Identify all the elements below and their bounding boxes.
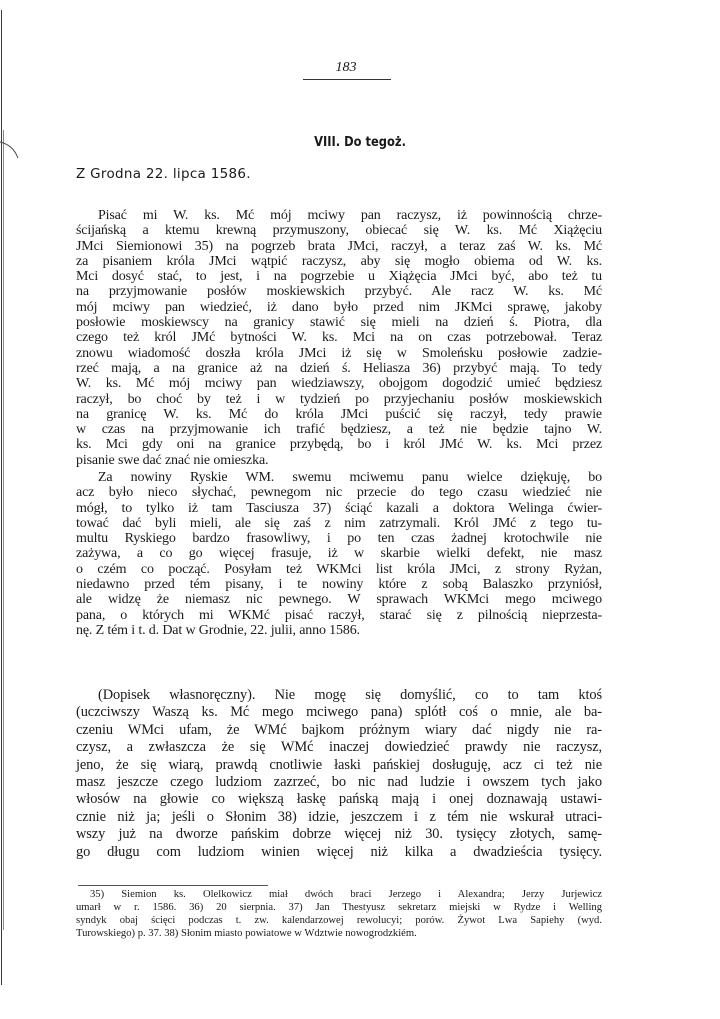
footnote-line: syndyk obaj ścięci podczas t. zw. kalendarzowej rewolucyi; porów. Żywot Lwa Sapiehy (wyd.	[76, 915, 602, 926]
text-line: posłowie moskiewscy na granicy stawić się mieli na dzień ś. Piotra, dla	[76, 315, 602, 331]
text-line: raczył, bo choć by też i w tydzień po przyjechaniu posłów moskiewskich	[76, 391, 602, 407]
footnote-line: umarł w r. 1586. 36) 20 sierpnia. 37) Jan Thestyusz sekretarz miejski w Rydze i Welling	[76, 902, 602, 913]
text-line: na przyjmowanie posłów moskiewskich przybyć. Ale racz W. ks. Mć	[76, 284, 602, 300]
text-line: zażywa, a co go więcej frasuje, iż w skarbie wielki defekt, nie masz	[76, 546, 602, 562]
page-number-rule	[303, 79, 391, 80]
paragraph-1	[76, 208, 602, 468]
page-number: 183	[335, 60, 357, 75]
text-line: niedawno przed tém pisany, i te nowiny które z sobą Balaszko przyniósł,	[76, 577, 602, 593]
paragraph-postscript	[76, 687, 602, 861]
page-edge-line	[3, 130, 4, 930]
text-line: włosów na głowie co większą łaskę pańską mają i onej doznawają ustawi-	[76, 791, 602, 808]
text-line: czeniu WMci ufam, że WMć bajkom próżnym wiary dać nigdy nie ra-	[76, 721, 602, 738]
text-line: cznie niż ja; jeśli o Słonim 38) idzie, jeszczem i z tém nie wskurał utraci-	[76, 808, 602, 825]
text-line: wszy już na dworze pańskim dobrze więcej niż 30. tysięcy złotych, samę-	[76, 826, 602, 843]
text-line: go długu com ludziom winien więcej niż kilka a dwadzieścia tysięcy.	[76, 843, 602, 860]
letter-dateline: Z Grodna 22. lipca 1586.	[76, 166, 251, 182]
text-line: w czas na przyjmowanie ich trafić będziesz, a też nie będzie tajno W.	[76, 422, 602, 438]
text-line: nę. Z tém i t. d. Dat w Grodnie, 22. julii, anno 1586.	[76, 622, 360, 638]
text-line: ks. Mci gdy oni na granice przybędą, bo i król JMć W. ks. Mci przez	[76, 437, 602, 453]
footnote-line: Turowskiego) p. 37. 38) Słonim miasto powiatowe w Wdztwie nowogrodzkiém.	[76, 928, 417, 939]
text-line: czego też król JMć bytności W. ks. Mci na on czas potrzebował. Teraz	[76, 330, 602, 346]
text-line: znowu wiadomość doszła króla JMci iż się w Smoleńsku posłowie zadzie-	[76, 345, 602, 361]
text-line: Mci dosyć stać, to jest, i na pogrzebie u Xiążęcia JMci być, abo też tu	[76, 269, 602, 285]
text-line: mógł, to tylko iż tam Tasciusza 37) ściąć kazali a doktora Welinga ćwier-	[76, 500, 602, 516]
text-line: multu Ryskiego bardzo frasowliwy, i po ten czas żadnej krotochwile nie	[76, 531, 602, 547]
footnote-line: 35) Siemion ks. Olelkowicz miał dwóch braci Jerzego i Alexandra; Jerzy Jurjewicz	[90, 889, 602, 900]
text-line: JMci Siemionowi 35) na pogrzeb brata JMci, raczył, a teraz zaś W. ks. Mć	[76, 238, 602, 254]
text-line: o czém co począć. Posyłam też WKMci list króla JMci, z strony Ryżan,	[76, 561, 602, 577]
text-line: (Dopisek własnoręczny). Nie mogę się domyślić, co to tam ktoś	[98, 687, 602, 703]
text-line: na granicę W. ks. Mć do króla JMci puścić się raczył, tedy prawie	[76, 406, 602, 422]
text-line: W. ks. Mć mój mciwy pan wiedziawszy, obojgom dogodzić umieć będziesz	[76, 376, 602, 392]
footnotes	[76, 888, 602, 940]
text-line: ścijańską a ktemu krewną przymuszony, obiecać się W. ks. Mć Xiążęciu	[76, 223, 602, 239]
text-line: acz było nieco słychać, pewnegom nic przecie do tego czasu wiedzieć nie	[76, 485, 602, 501]
chapter-title: VIII. Do tegoż.	[314, 134, 406, 150]
text-line: Pisać mi W. ks. Mć mój mciwy pan raczysz, iż powinnością chrze-	[98, 208, 602, 223]
footnote-rule	[78, 885, 268, 886]
text-line: jeno, że się wiarą, prawdą cnotliwie łaski pańskiej dosługuję, acz ci też nie	[76, 756, 602, 773]
text-line: masz jeszcze czego ludziom zazrzeć, bo nic nad ludzie i owszem tych jako	[76, 774, 602, 791]
text-line: pisanie swe dać znać nie omieszka.	[76, 452, 269, 468]
text-line: pana, o których mi WKMć pisać raczył, starać się z pilnością nieprzesta-	[76, 607, 602, 623]
text-line: za pisaniem króla JMci wątpić raczysz, aby się mogło obiema od W. ks.	[76, 253, 602, 269]
paragraph-2	[76, 470, 602, 638]
text-line: (uczciwszy Waszą ks. Mć mego mciwego pana) splótł coś o mnie, ale ba-	[76, 704, 602, 721]
text-line: Za nowiny Ryskie WM. swemu mciwemu panu wielce dziękuję, bo	[98, 470, 602, 485]
text-line: ale widzę że niemasz nic pewnego. W sprawach WKMci mego mciwego	[76, 592, 602, 608]
text-line: tować dać byli mieli, ale się zaś z nim zatrzymali. Król JMć z tego tu-	[76, 515, 602, 531]
text-line: czysz, a zwłaszcza że się WMć inaczej dowiedzieć prawdy nie raczysz,	[76, 739, 602, 756]
scan-fold-mark	[0, 138, 24, 162]
text-line: rzeć mają, a na granice aż na dzień ś. Heliasza 36) przybyć mają. To tedy	[76, 360, 602, 376]
text-line: mój mciwy pan wiedzieć, iż dano było przed nim JKMci sprawę, jakoby	[76, 299, 602, 315]
